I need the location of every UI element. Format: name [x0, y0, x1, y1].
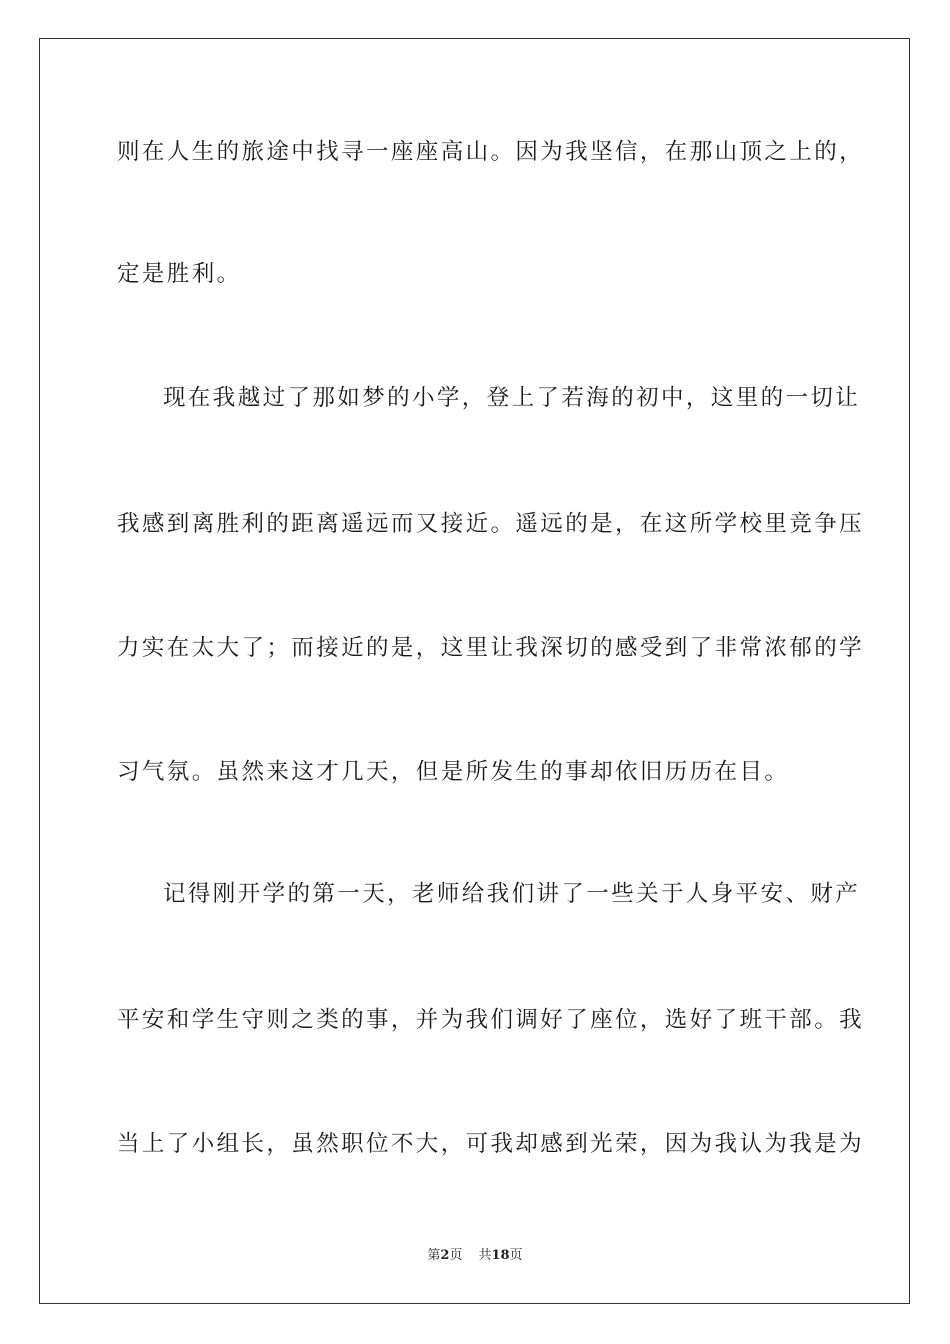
current-page-number: 2 [440, 1248, 450, 1263]
paragraph-start-line: 现在我越过了那如梦的小学，登上了若海的初中，这里的一切让 [163, 385, 861, 411]
total-page-count: 18 [491, 1248, 510, 1263]
text-line: 则在人生的旅途中找寻一座座高山。因为我坚信，在那山顶之上的， [117, 139, 865, 165]
page-prefix: 第 [427, 1248, 441, 1263]
text-line: 定是胜利。 [117, 261, 242, 287]
paragraph-start-line: 记得刚开学的第一天，老师给我们讲了一些关于人身平安、财产 [163, 881, 861, 907]
text-line: 当上了小组长，虽然职位不大，可我却感到光荣，因为我认为我是为 [117, 1131, 865, 1157]
total-suffix: 页 [509, 1248, 523, 1263]
page-footer [0, 1247, 950, 1265]
total-prefix: 共 [478, 1248, 492, 1263]
text-line: 习气氛。虽然来这才几天，但是所发生的事却依旧历历在目。 [117, 759, 790, 785]
text-line: 我感到离胜利的距离遥远而又接近。遥远的是，在这所学校里竞争压 [117, 511, 865, 537]
text-line: 力实在太大了；而接近的是，这里让我深切的感受到了非常浓郁的学 [117, 635, 865, 661]
page-suffix: 页 [449, 1248, 463, 1263]
page-border [39, 38, 910, 1304]
text-line: 平安和学生守则之类的事，并为我们调好了座位，选好了班干部。我 [117, 1007, 865, 1033]
